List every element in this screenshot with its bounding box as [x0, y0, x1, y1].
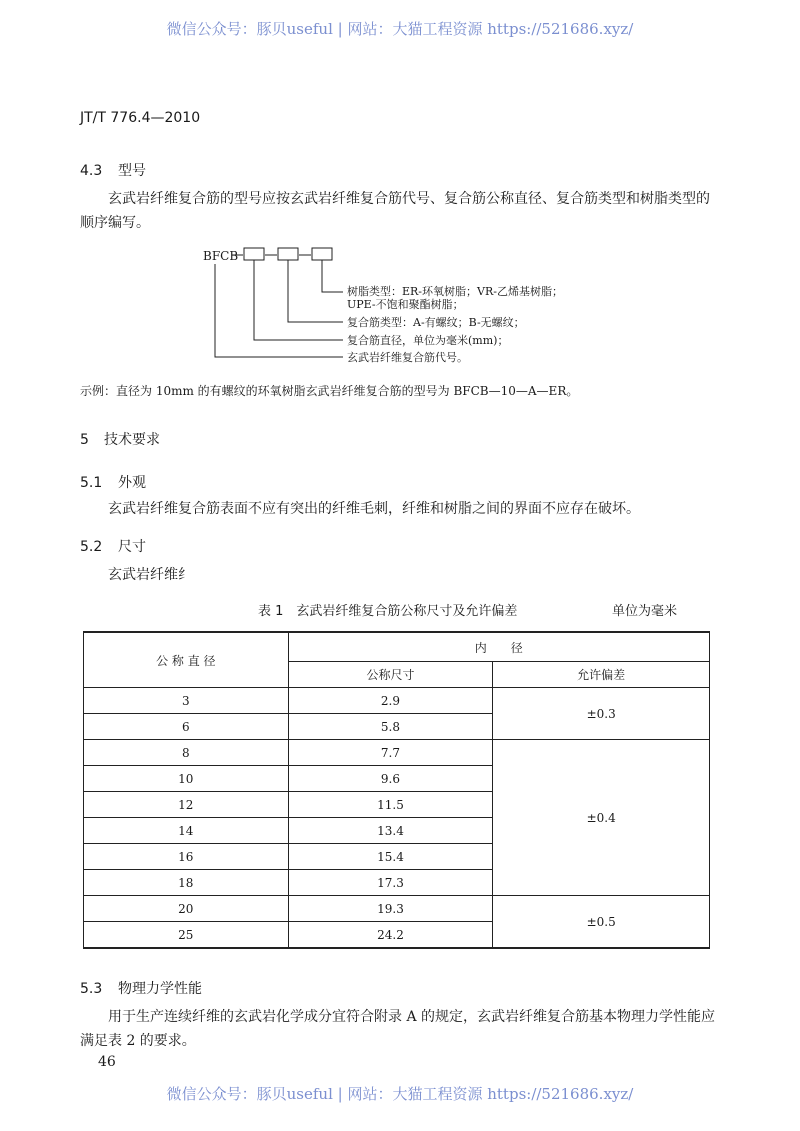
- section-title: 尺寸: [118, 539, 146, 555]
- section-number: 4.3: [80, 163, 103, 179]
- paragraph-4-3-line1: 玄武岩纤维复合筋的型号应按玄武岩纤维复合筋代号、复合筋公称直径、复合筋类型和树脂类型的: [108, 191, 710, 207]
- cell-size: 15.4: [288, 844, 493, 870]
- document-code: JT/T 776.4—2010: [80, 110, 201, 126]
- cell-size: 7.7: [288, 740, 493, 766]
- type-box: [278, 248, 298, 260]
- label-resin-1: 树脂类型：ER-环氧树脂；VR-乙烯基树脂；: [347, 285, 563, 298]
- paragraph-4-3-line2: 顺序编写。: [80, 215, 150, 231]
- cell-nominal: 8: [84, 740, 289, 766]
- section-heading-5-3: [80, 978, 202, 998]
- page-number: 46: [98, 1054, 116, 1070]
- cell-size: 5.8: [288, 714, 493, 740]
- cell-size: 9.6: [288, 766, 493, 792]
- table-row: [84, 896, 710, 922]
- section-title: 型号: [118, 163, 146, 179]
- section-heading-5-2: [80, 536, 146, 556]
- header-nominal-diameter: 公 称 直 径: [84, 632, 289, 688]
- table-1-unit: 单位为毫米: [612, 604, 678, 619]
- paragraph-5-2: 玄武岩纤维纟: [108, 567, 192, 583]
- resin-box: [312, 248, 332, 260]
- paragraph-5-3-line2: 满足表 2 的要求。: [80, 1033, 196, 1049]
- cell-nominal: 3: [84, 688, 289, 714]
- paragraph-5-3-line1: 用于生产连续纤维的玄武岩化学成分宜符合附录 A 的规定，玄武岩纤维复合筋基本物理力学性能应: [108, 1009, 716, 1025]
- label-diameter: 复合筋直径，单位为毫米(mm)；: [347, 334, 509, 347]
- header-tolerance: 允许偏差: [493, 662, 710, 688]
- section-number: 5.3: [80, 981, 103, 997]
- cell-nominal: 25: [84, 922, 289, 949]
- cell-tolerance: ±0.4: [493, 740, 710, 896]
- label-resin-2: UPE-不饱和聚酯树脂；: [347, 298, 464, 311]
- section-title: 外观: [118, 475, 146, 491]
- section-number: 5.1: [80, 475, 103, 491]
- cell-size: 2.9: [288, 688, 493, 714]
- section-heading-4-3: [80, 160, 146, 180]
- watermark-top: 微信公众号：豚贝useful | 网站：大猫工程资源 https://521686.xyz/: [166, 20, 634, 38]
- table-row: [84, 688, 710, 714]
- cell-nominal: 14: [84, 818, 289, 844]
- section-number: 5.2: [80, 539, 103, 555]
- table-1-title: 表 1 玄武岩纤维复合筋公称尺寸及允许偏差: [258, 604, 518, 619]
- cell-nominal: 12: [84, 792, 289, 818]
- cell-size: 24.2: [288, 922, 493, 949]
- cell-nominal: 16: [84, 844, 289, 870]
- example-text: 示例：直径为 10mm 的有螺纹的环氧树脂玄武岩纤维复合筋的型号为 BFCB—10—A—ER。: [80, 384, 579, 398]
- label-type: 复合筋类型：A-有螺纹；B-无螺纹；: [347, 316, 525, 329]
- section-number: 5: [80, 432, 89, 448]
- watermark-bottom: 微信公众号：豚贝useful | 网站：大猫工程资源 https://521686.xyz/: [166, 1085, 634, 1103]
- cell-tolerance: ±0.3: [493, 688, 710, 740]
- cell-size: 11.5: [288, 792, 493, 818]
- section-heading-5: [80, 429, 160, 449]
- diagram-code: BFCB: [203, 249, 239, 263]
- cell-size: 17.3: [288, 870, 493, 896]
- header-nominal-size: 公称尺寸: [288, 662, 493, 688]
- label-code: 玄武岩纤维复合筋代号。: [347, 351, 468, 364]
- dimension-table: [83, 631, 710, 949]
- table-row: [84, 740, 710, 766]
- section-title: 技术要求: [104, 432, 160, 448]
- model-code-diagram: [195, 240, 615, 375]
- cell-nominal: 18: [84, 870, 289, 896]
- diameter-box: [244, 248, 264, 260]
- section-title: 物理力学性能: [118, 981, 202, 997]
- cell-size: 13.4: [288, 818, 493, 844]
- cell-tolerance: ±0.5: [493, 896, 710, 949]
- section-heading-5-1: [80, 472, 146, 492]
- cell-size: 19.3: [288, 896, 493, 922]
- cell-nominal: 20: [84, 896, 289, 922]
- cell-nominal: 10: [84, 766, 289, 792]
- cell-nominal: 6: [84, 714, 289, 740]
- header-inner-diameter: 内 径: [288, 632, 709, 662]
- paragraph-5-1: 玄武岩纤维复合筋表面不应有突出的纤维毛刺，纤维和树脂之间的界面不应存在破坏。: [108, 501, 640, 517]
